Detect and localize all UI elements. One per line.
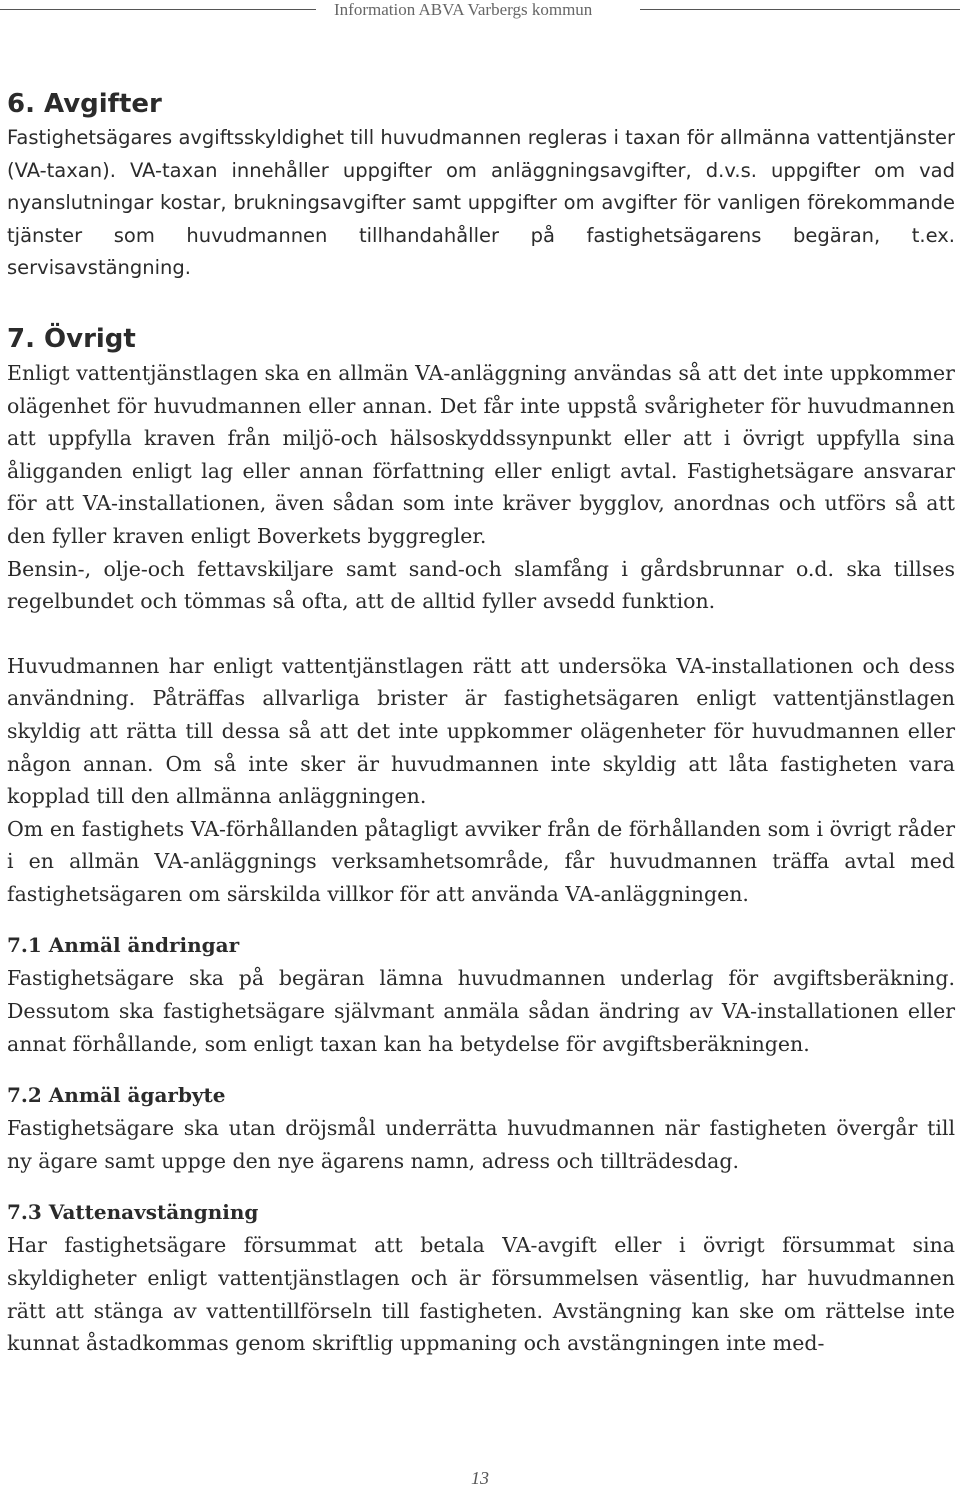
- section-7-1-body: Fastighetsägare ska på begäran lämna huvudmannen underlag för avgiftsberäkning. Dessutom ska fastighetsägare självmant anmäla sådan ändring av VA-installationen eller annat förhållande, som enligt taxan kan ha betydelse för avgiftsberäkningen.: [7, 966, 955, 1056]
- section-7-heading: 7. Övrigt: [7, 323, 136, 354]
- section-7-paragraph-2: Bensin-, olje-och fettavskiljare samt sand-och slamfång i gårdsbrunnar o.d. ska tillses regelbundet och tömmas så ofta, att de alltid fyller avsedd funktion.: [7, 556, 955, 614]
- section-7-3-heading: 7.3 Vattenavstängning: [7, 1200, 259, 1225]
- section-7-paragraph-1: Enligt vattentjänstlagen ska en allmän VA-anläggning användas så att det inte uppkommer olägenhet för huvudmannen eller annan. Det får inte uppstå svårigheter för huvudmannen att uppfylla kraven från miljö-och hälsoskyddssynpunkt eller att i övrigt uppfylla sina åligganden enligt lag eller annan författning eller enligt avtal. Fastighetsägare ansvarar för att VA-installationen, även sådan som inte kräver bygglov, anordnas och utförs så att den fyller kraven enligt Boverkets byggregler.: [7, 360, 955, 548]
- page-header: [0, 0, 960, 20]
- section-7-2: [7, 1080, 955, 1177]
- section-7-2-body: Fastighetsägare ska utan dröjsmål underrätta huvudmannen när fastigheten övergår till ny ägare samt uppge den nye ägarens namn, adress och tillträdesdag.: [7, 1116, 955, 1173]
- section-6-body: Fastighetsägares avgiftsskyldighet till huvudmannen regleras i taxan för allmänna vattentjänster (VA-taxan). VA-taxan innehåller uppgifter om anläggningsavgifter, d.v.s. uppgifter om vad nyanslutningar kostar, brukningsavgifter samt uppgifter om avgifter för vanligen förekommande tjänster som huvudmannen tillhandahåller på fastighetsägarens begäran, t.ex. servisavstängning.: [7, 126, 955, 280]
- header-rule-left: [0, 9, 316, 10]
- header-title: Information ABVA Varbergs kommun: [334, 0, 593, 19]
- section-6-heading: 6. Avgifter: [7, 89, 162, 119]
- section-7-paragraph-3: Huvudmannen har enligt vattentjänstlagen rätt att undersöka VA-installationen och dess användning. Påträffas allvarliga brister är fastighetsägaren enligt vattentjänstlagen skyldig att rätta till dessa så att det inte uppkommer olägenheter för huvudmannen eller någon annan. Om så inte sker är huvudmannen inte skyldig att låta fastigheten vara kopplad till den allmänna anläggningen.: [7, 653, 955, 809]
- section-7: [7, 323, 955, 911]
- section-7-1-heading: 7.1 Anmäl ändringar: [7, 933, 240, 958]
- section-7-3-body: Har fastighetsägare försummat att betala VA-avgift eller i övrigt försummat sina skyldigheter enligt vattentjänstlagen och är försummelsen väsentlig, har huvudmannen rätt att stänga av vattentillförseln till fastigheten. Avstängning kan ske om rättelse inte kunnat åstadkommas genom skriftlig uppmaning och avstängningen inte med-: [7, 1233, 955, 1356]
- section-7-3: [7, 1197, 955, 1359]
- section-7-1: [7, 930, 955, 1060]
- section-6: [7, 88, 955, 285]
- section-7-2-heading: 7.2 Anmäl ägarbyte: [7, 1083, 226, 1108]
- header-rule-right: [640, 9, 960, 10]
- section-7-paragraph-4: Om en fastighets VA-förhållanden påtagligt avviker från de förhållanden som i övrigt råder i en allmän VA-anläggnings verksamhetsområde, får huvudmannen träffa avtal med fastighetsägaren om särskilda villkor för att använda VA-anläggningen.: [7, 816, 955, 906]
- document-body: [7, 88, 955, 1360]
- page-number: 13: [471, 1468, 489, 1488]
